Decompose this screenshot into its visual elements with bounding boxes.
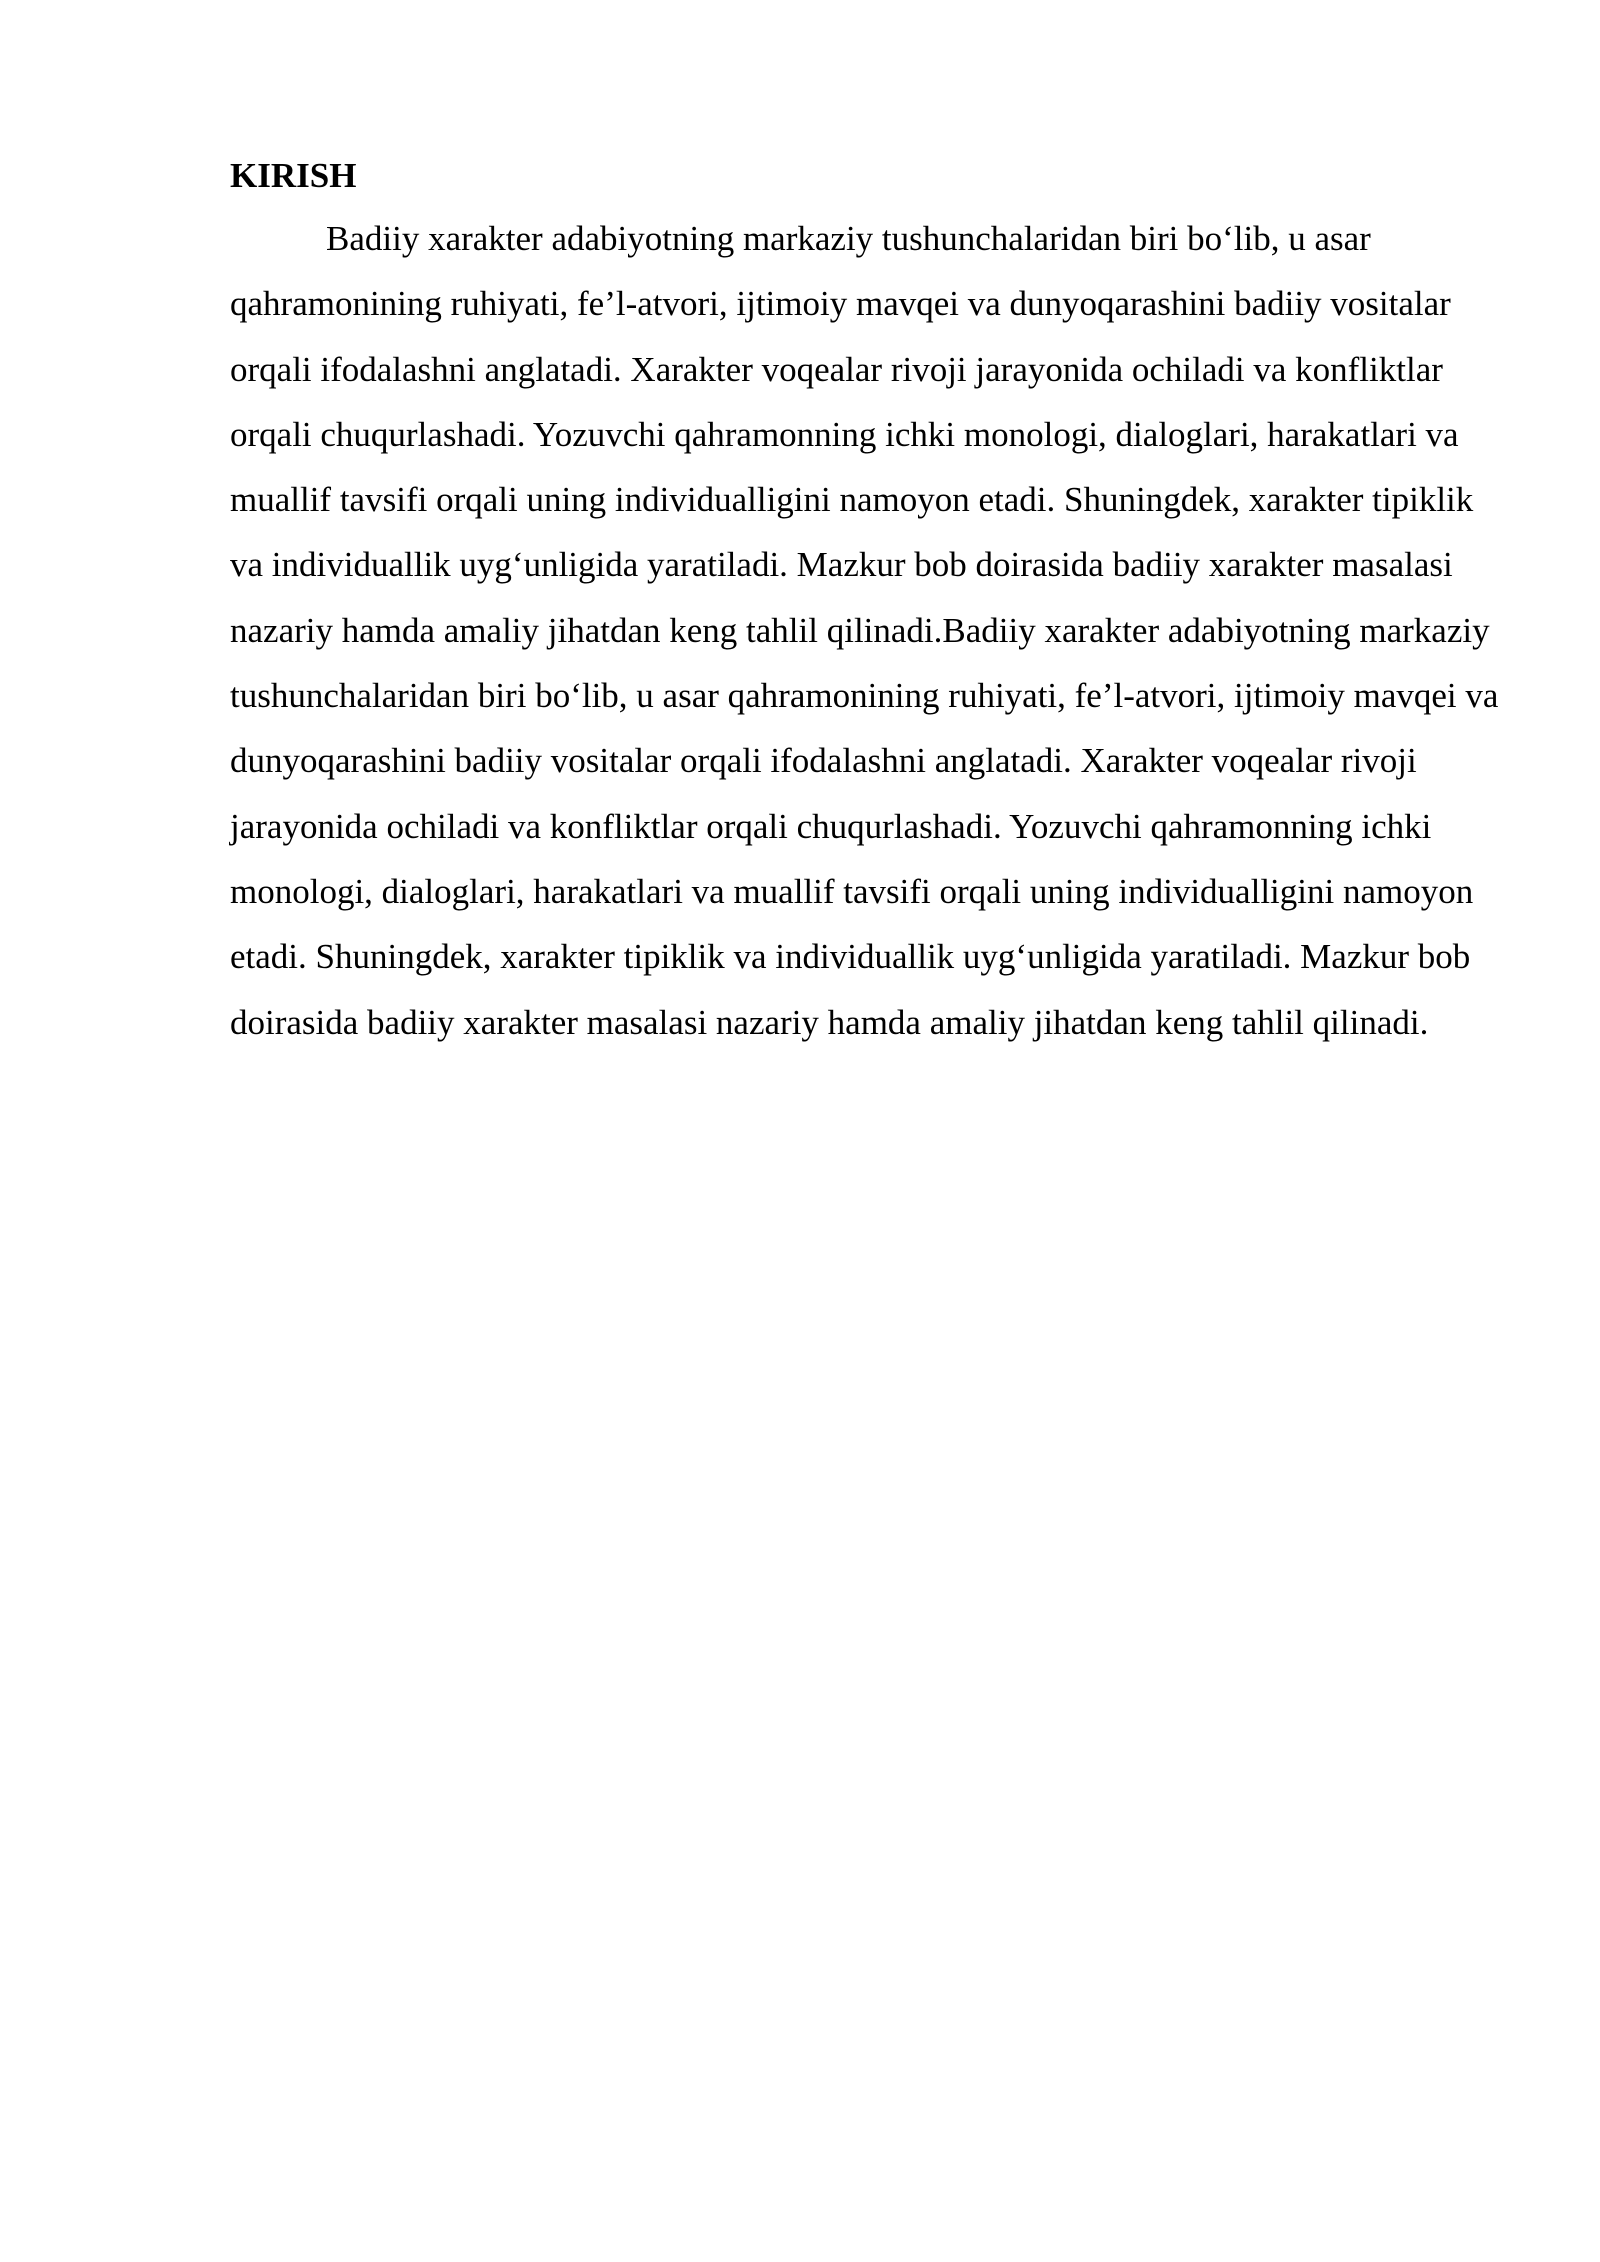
section-heading: KIRISH <box>230 156 357 195</box>
page-content <box>230 150 1510 1055</box>
body-paragraph: Badiiy xarakter adabiyotning markaziy tushunchalaridan biri bo‘lib, u asar qahramonining ruhiyati, fe’l-atvori, ijtimoiy mavqei va dunyoqarashini badiiy vositalar orqali ifodalashni anglatadi. Xarakter voqealar rivoji jarayonida ochiladi va konfliktlar orqali chuqurlashadi. Yozuvchi qahramonning ichki monologi, dialoglari, harakatlari va muallif tavsifi orqali uning individualligini namoyon etadi. Shuningdek, xarakter tipiklik va individuallik uyg‘unligida yaratiladi. Mazkur bob doirasida badiiy xarakter masalasi nazariy hamda amaliy jihatdan keng tahlil qilinadi.Badiiy xarakter adabiyotning markaziy tushunchalaridan biri bo‘lib, u asar qahramonining ruhiyati, fe’l-atvori, ijtimoiy mavqei va dunyoqarashini badiiy vositalar orqali ifodalashni anglatadi. Xarakter voqealar rivoji jarayonida ochiladi va konfliktlar orqali chuqurlashadi. Yozuvchi qahramonning ichki monologi, dialoglari, harakatlari va muallif tavsifi orqali uning individualligini namoyon etadi. Shuningdek, xarakter tipiklik va individuallik uyg‘unligida yaratiladi. Mazkur bob doirasida badiiy xarakter masalasi nazariy hamda amaliy jihatdan keng tahlil qilinadi. <box>230 219 1499 1042</box>
